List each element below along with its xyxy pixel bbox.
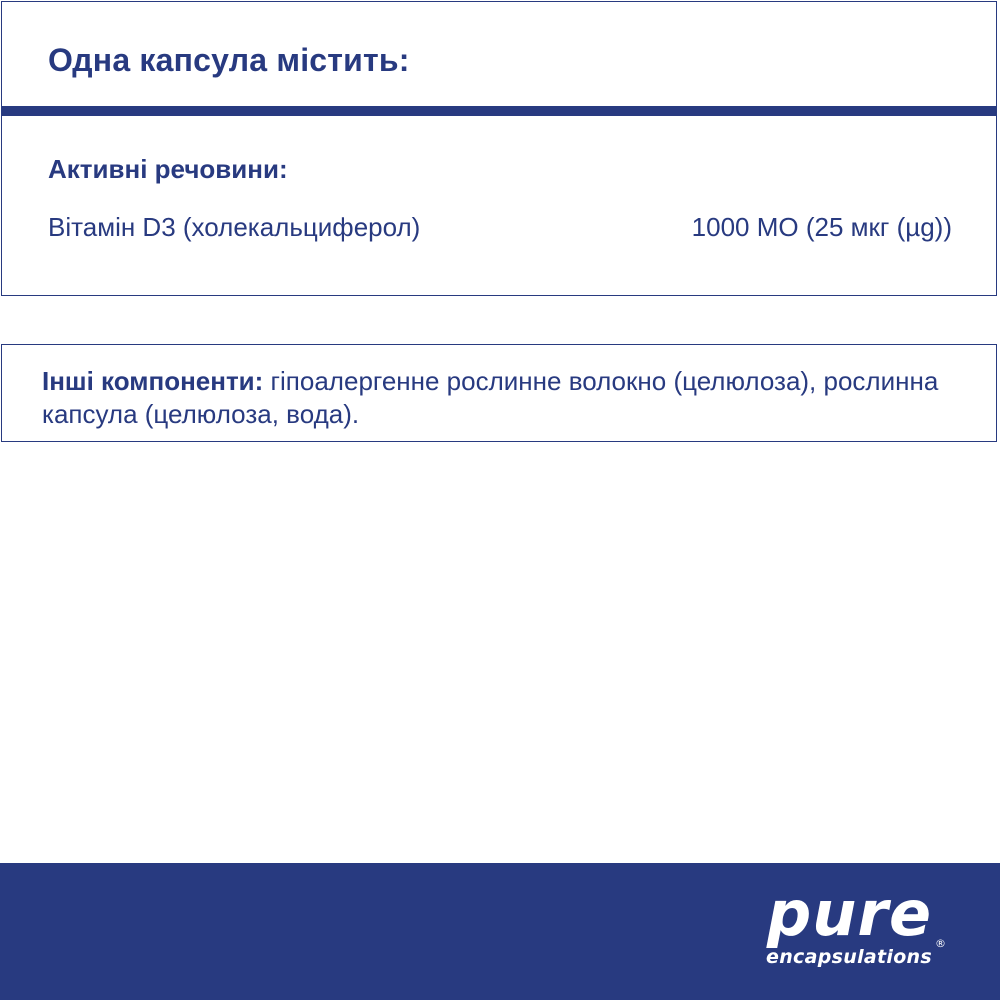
brand-logo-subtitle: encapsulations — [766, 946, 932, 968]
ingredient-row — [48, 212, 952, 243]
registered-mark: ® — [935, 937, 946, 950]
other-ingredients-label: Інші компоненти: — [42, 366, 264, 396]
brand-logo — [692, 877, 946, 983]
other-ingredients-list: гіпоалергенне рослинне волокно (целюлоза), рослинна капсула (целюлоза, вода). — [42, 366, 939, 429]
panel-title: Одна капсула містить: — [48, 42, 410, 78]
active-ingredients-heading: Активні речовини: — [48, 154, 288, 184]
brand-footer — [0, 863, 1000, 1000]
other-ingredients-panel — [1, 344, 997, 442]
supplement-facts-panel — [1, 1, 997, 296]
other-ingredients-text — [42, 365, 966, 431]
title-divider — [2, 106, 996, 116]
ingredient-name: Вітамін D3 (холекальциферол) — [48, 212, 421, 242]
brand-logo-word: pure — [766, 877, 932, 950]
ingredient-amount: 1000 МО (25 мкг (µg)) — [691, 212, 952, 242]
